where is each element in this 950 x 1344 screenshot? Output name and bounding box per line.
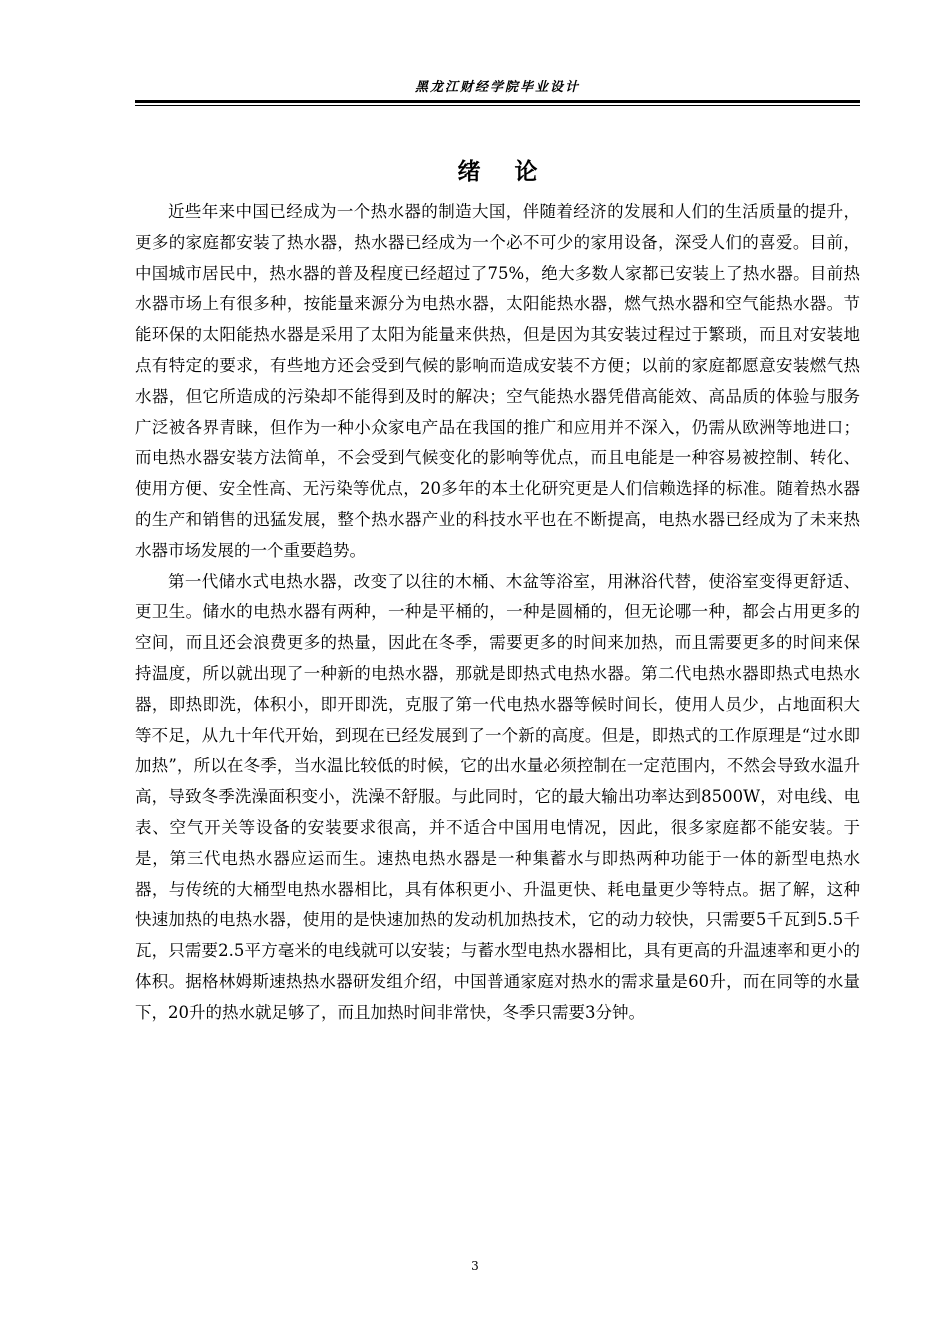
body-text [135,197,860,1029]
page-header [135,78,860,104]
header-title: 黑龙江财经学院毕业设计 [414,80,580,95]
paragraph-2: 第一代储水式电热水器，改变了以往的木桶、木盆等浴室，用淋浴代替，使浴室变得更舒适、更卫生。储水的电热水器有两种，一种是平桶的，一种是圆桶的，但无论哪一种，都会占用更多的空间，而且还会浪费更多的热量，因此在冬季，需要更多的时间来加热，而且需要更多的时间来保持温度，所以就出现了一种新的电热水器，那就是即热式电热水器。第二代电热水器即热式电热水器，即热即洗，体积小，即开即洗，克服了第一代电热水器等候时间长，使用人员少，占地面积大等不足，从九十年代开始，到现在已经发展到了一个新的高度。但是，即热式的工作原理是“过水即加热”，所以在冬季，当水温比较低的时候，它的出水量必须控制在一定范围内，不然会导致水温升高，导致冬季洗澡面积变小，洗澡不舒服。与此同时，它的最大输出功率达到8500W，对电线、电表、空气开关等设备的安装要求很高，并不适合中国用电情况，因此，很多家庭都不能安装。于是，第三代电热水器应运而生。速热电热水器是一种集蓄水与即热两种功能于一体的新型电热水器，与传统的大桶型电热水器相比，具有体积更小、升温更快、耗电量更少等特点。据了解，这种快速加热的电热水器，使用的是快速加热的发动机加热技术，它的动力较快，只需要5千瓦到5.5千瓦，只需要2.5平方毫米的电线就可以安装；与蓄水型电热水器相比，具有更高的升温速率和更小的体积。据格林姆斯速热热水器研发组介绍，中国普通家庭对热水的需求量是60升，而在同等的水量下，20升的热水就足够了，而且加热时间非常快，冬季只需要3分钟。 [135,571,860,1022]
header-rule-thin [135,105,860,106]
section-title: 绪论 [457,158,572,185]
page-number: 3 [471,1259,479,1273]
header-rule-thick [135,100,860,103]
paragraph-1: 近些年来中国已经成为一个热水器的制造大国，伴随着经济的发展和人们的生活质量的提升，更多的家庭都安装了热水器，热水器已经成为一个必不可少的家用设备，深受人们的喜爱。目前，中国城市居民中，热水器的普及程度已经超过了75%，绝大多数人家都已安装上了热水器。目前热水器市场上有很多种，按能量来源分为电热水器，太阳能热水器，燃气热水器和空气能热水器。节能环保的太阳能热水器是采用了太阳为能量来供热，但是因为其安装过程过于繁琐，而且对安装地点有特定的要求，有些地方还会受到气候的影响而造成安装不方便；以前的家庭都愿意安装燃气热水器，但它所造成的污染却不能得到及时的解决；空气能热水器凭借高能效、高品质的体验与服务广泛被各界青睐，但作为一种小众家电产品在我国的推广和应用并不深入，仍需从欧洲等地进口；而电热水器安装方法简单，不会受到气候变化的影响等优点，而且电能是一种容易被控制、转化、使用方便、安全性高、无污染等优点，20多年的本土化研究更是人们信赖选择的标准。随着热水器的生产和销售的迅猛发展，整个热水器产业的科技水平也在不断提高，电热水器已经成为了未来热水器市场发展的一个重要趋势。 [135,202,860,560]
